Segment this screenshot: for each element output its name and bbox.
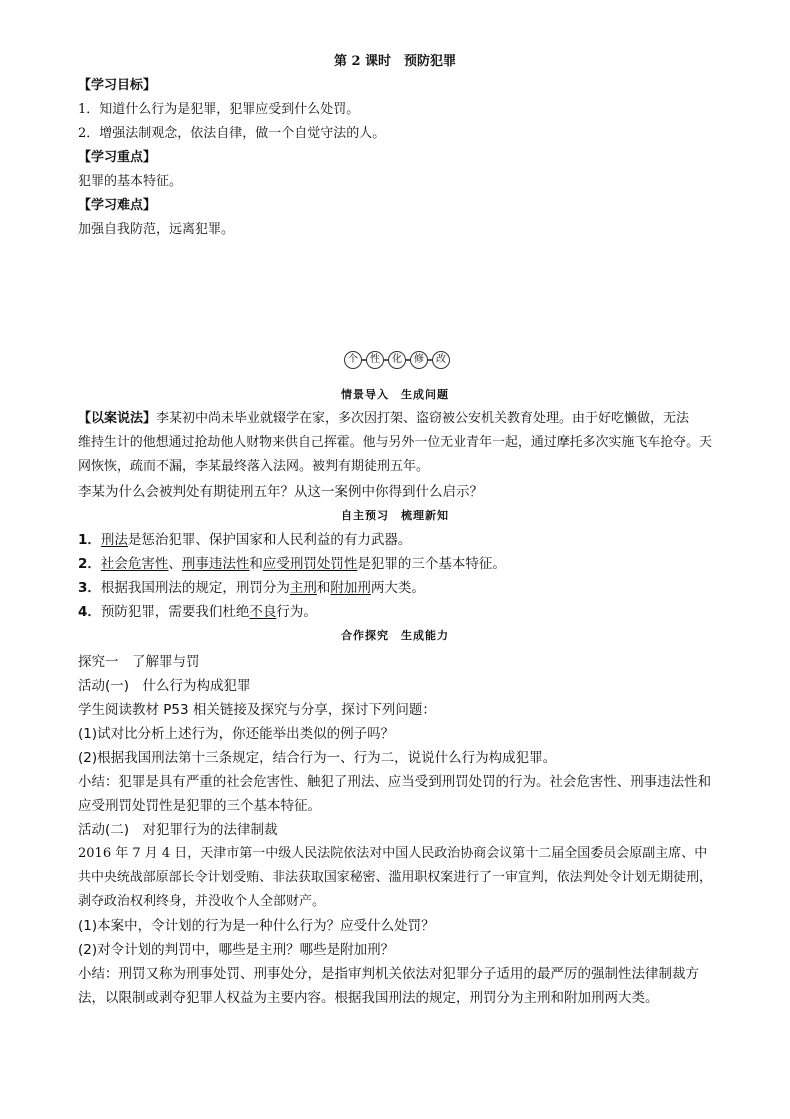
activity-2-case-2: 共中央统战部原部长令计划受贿、非法获取国家秘密、滥用职权案进行了一审宣判，依法判处令计划无期徒刑， [78,870,712,885]
activity-2-summary-1: 小结：刑罚又称为刑事处罚、刑事处分，是指审判机关依法对犯罪分子适用的最严厉的强制性法律制裁方 [78,966,699,982]
difficulty-text: 加强自我防范，远离犯罪。 [78,222,235,237]
activity-1-question-1: (1)试对比分析上述行为，你还能举出类似的例子吗？ [78,726,395,742]
personalized-edit-badge [345,349,449,371]
blank-answer: 刑事违法性 [181,556,250,572]
case-line-2: 维持生计的他想通过抢劫他人财物来供自己挥霍。他与另外一位无业青年一起，通过摩托多次实施飞车抢夺。天 [78,435,712,450]
activity-2-case-1: 2016 年 7 月 4 日，天津市第一中级人民法院依法对中国人民政治协商会议第十二届全国委员会原副主席、中 [78,846,708,861]
case-text-1: 李某初中尚未毕业就辍学在家，多次因打架、盗窃被公安机关教育处理。由于好吃懒做，无法 [156,411,690,426]
badge-char: 改 [432,351,450,369]
case-line-1 [78,411,689,427]
blank-answer: 不良 [249,604,277,620]
activity-1-summary-2: 应受刑罚处罚性是犯罪的三个基本特征。 [78,798,321,814]
key-point-text: 犯罪的基本特征。 [78,174,183,189]
blank-answer: 应受刑罚处罚性 [262,556,358,572]
activity-2-summary-2: 法，以限制或剥夺犯罪人权益为主要内容。根据我国刑法的规定，刑罚分为主刑和附加刑两大类。 [78,990,659,1006]
blank-answer: 刑法 [100,532,128,548]
activity-1-intro: 学生阅读教材 P53 相关链接及探究与分享，探讨下列问题： [78,702,436,718]
lesson-title: 第 2 课时 预防犯罪 [333,54,457,69]
badge-char: 性 [366,351,384,369]
activity-2-question-1: (1)本案中，令计划的行为是一种什么行为？应受什么处罚？ [78,918,435,934]
case-line-3: 网恢恢，疏而不漏，李某最终落入法网。被判有期徒刑五年。 [78,459,430,474]
preview-item-2: 2．社会危害性、刑事违法性和应受刑罚处罚性是犯罪的三个基本特征。 [78,556,506,572]
activity-1-question-2: (2)根据我国刑法第十三条规定，结合行为一、行为二，说说什么行为构成犯罪。 [78,750,557,766]
section-title-explore: 合作探究 生成能力 [341,629,449,642]
activity-2-heading: 活动(二) 对犯罪行为的法律制裁 [78,822,278,838]
goals-heading: 【学习目标】 [78,78,157,93]
blank-answer: 社会危害性 [100,556,169,572]
blank-answer: 附加刑 [330,580,371,596]
case-label: 【以案说法】 [78,411,157,426]
badge-char: 化 [388,351,406,369]
activity-1-heading: 活动(一) 什么行为构成犯罪 [78,678,251,694]
section-title-intro: 情景导入 生成问题 [341,388,449,401]
section-title-preview: 自主预习 梳理新知 [341,509,449,522]
blank-answer: 主刑 [289,580,317,596]
difficulty-heading: 【学习难点】 [78,198,157,213]
activity-2-case-3: 剥夺政治权利终身，并没收个人全部财产。 [78,894,326,909]
activity-1-summary-1: 小结：犯罪是具有严重的社会危害性、触犯了刑法、应当受到刑罚处罚的行为。社会危害性、刑事违法性和 [78,774,712,790]
goal-item-1: 1．知道什么行为是犯罪，犯罪应受到什么处罚。 [78,102,360,117]
activity-2-question-2: (2)对令计划的判罚中，哪些是主刑？哪些是附加刑？ [78,942,395,958]
key-point-heading: 【学习重点】 [78,150,157,165]
preview-item-4: 4．预防犯罪，需要我们杜绝不良行为。 [78,604,317,620]
badge-char: 修 [410,351,428,369]
goal-item-2: 2．增强法制观念，依法自律，做一个自觉守法的人。 [78,126,386,141]
explore-heading: 探究一 了解罪与罚 [78,654,200,670]
case-question: 李某为什么会被判处有期徒刑五年？从这一案例中你得到什么启示？ [78,484,483,500]
badge-char: 个 [344,351,362,369]
preview-item-3: 3．根据我国刑法的规定，刑罚分为主刑和附加刑两大类。 [78,580,425,596]
preview-item-1: 1．刑法是惩治犯罪、保护国家和人民利益的有力武器。 [78,532,412,548]
